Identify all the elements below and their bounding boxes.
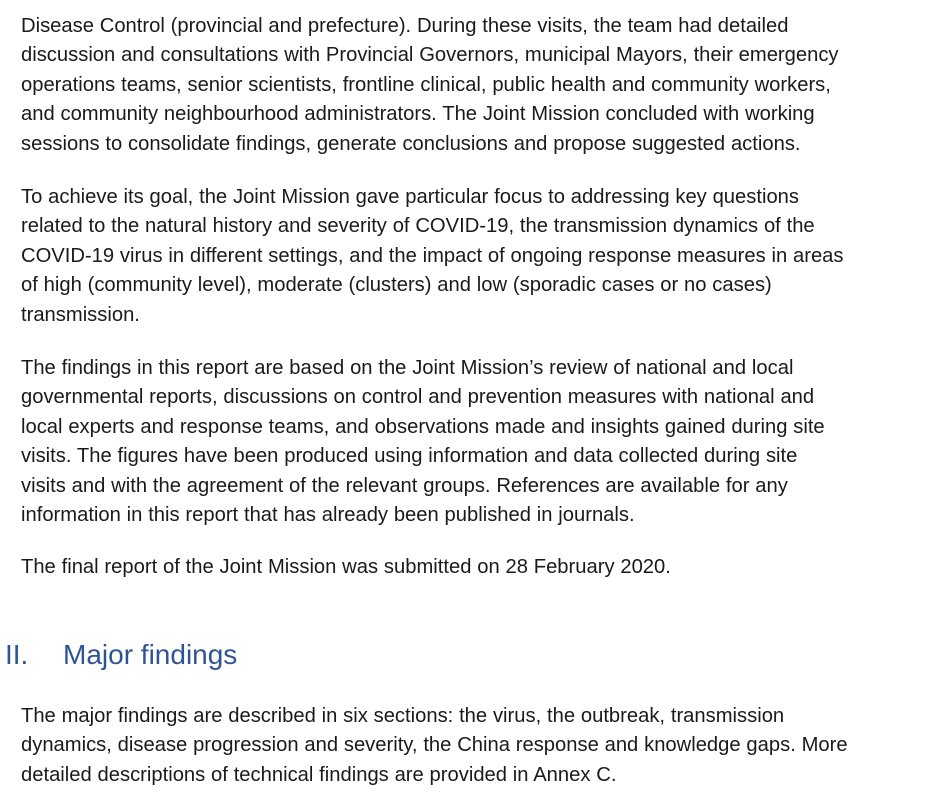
text-line: To achieve its goal, the Joint Mission gave particular focus to addressing key questions [21, 186, 799, 208]
text-line: of high (community level), moderate (clusters) and low (sporadic cases or no cases) [21, 274, 772, 297]
text-line: COVID-19 virus in different settings, and the impact of ongoing response measures in areas [21, 244, 844, 267]
section-heading [5, 636, 237, 674]
text-line: and community neighbourhood administrators. The Joint Mission concluded with working [21, 103, 815, 126]
text-line: dynamics, disease progression and severity, the China response and knowledge gaps. More [21, 734, 848, 757]
paragraph-final-report [21, 553, 921, 582]
text-line: sessions to consolidate findings, generate conclusions and propose suggested actions. [21, 132, 801, 155]
text-line: visits. The figures have been produced using information and data collected during site [21, 445, 798, 468]
text-line: related to the natural history and severity of COVID-19, the transmission dynamics of the [21, 215, 815, 238]
section-title: Major findings [63, 639, 238, 670]
text-line: transmission. [21, 303, 140, 326]
paragraph-findings-basis [21, 354, 921, 530]
text-line: governmental reports, discussions on control and prevention measures with national and [21, 386, 815, 409]
paragraph-mission-visits [21, 12, 921, 159]
section-number: II. [5, 639, 29, 670]
text-line: information in this report that has already been published in journals. [21, 504, 635, 527]
paragraph-major-findings-intro [21, 702, 921, 790]
paragraph-mission-goal [21, 183, 921, 330]
text-line: The findings in this report are based on the Joint Mission’s review of national and local [21, 357, 794, 379]
text-line: visits and with the agreement of the relevant groups. References are available for any [21, 474, 788, 497]
text-line: local experts and response teams, and observations made and insights gained during site [21, 415, 825, 438]
text-line: operations teams, senior scientists, frontline clinical, public health and community workers, [21, 73, 831, 96]
text-line: The final report of the Joint Mission was submitted on 28 February 2020. [21, 556, 671, 578]
text-line: discussion and consultations with Provincial Governors, municipal Mayors, their emergency [21, 44, 839, 67]
text-line: The major findings are described in six sections: the virus, the outbreak, transmission [21, 705, 785, 727]
text-line: Disease Control (provincial and prefecture). During these visits, the team had detailed [21, 15, 789, 37]
text-line: detailed descriptions of technical findings are provided in Annex C. [21, 763, 617, 786]
